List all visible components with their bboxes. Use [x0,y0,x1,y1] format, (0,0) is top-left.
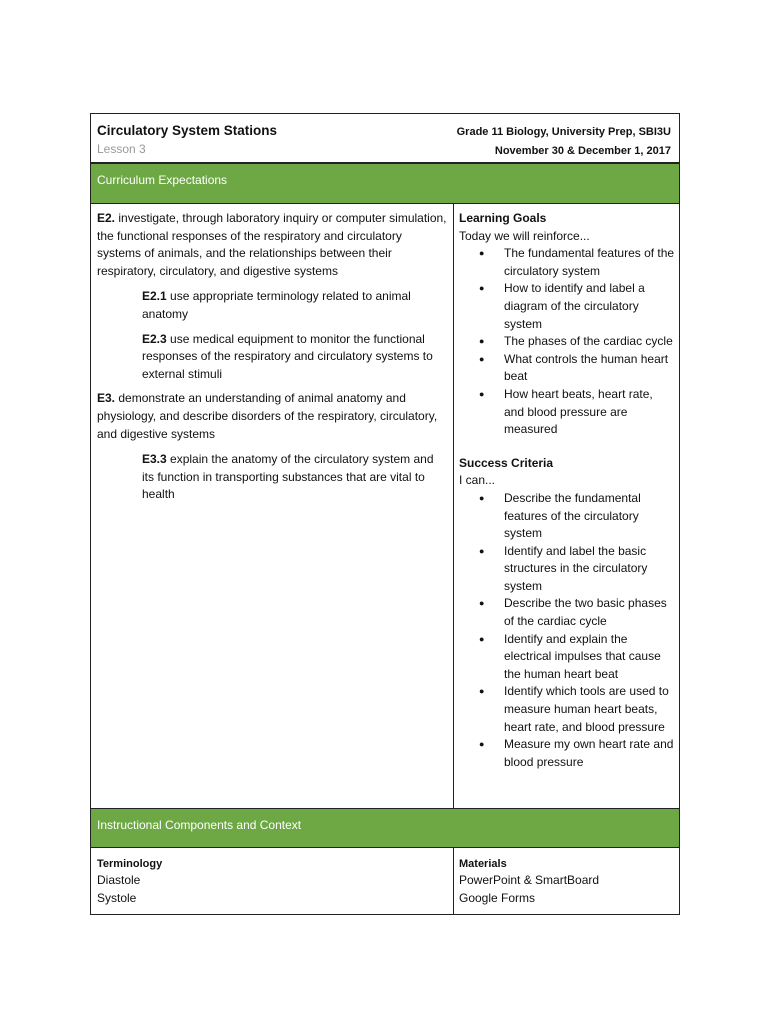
course-info: Grade 11 Biology, University Prep, SBI3U [456,126,671,138]
terminology-heading: Terminology [97,858,163,870]
bullet-icon: ● [479,492,485,503]
spacer [459,439,675,455]
bullet-icon: ● [479,686,485,697]
list-item [459,631,675,684]
success-criteria-intro: I can... [459,473,496,488]
bullet-icon: ● [479,598,485,609]
list-item [459,543,675,596]
expectation-text: explain the anatomy of the circulatory system and its function in transporting substances that are vital to health [142,452,434,502]
bullet-icon: ● [479,545,485,556]
bullet-icon: ● [479,388,485,399]
list-item-text: The phases of the cardiac cycle [504,334,673,349]
expectation-text: use appropriate terminology related to animal anatomy [142,289,411,321]
expectation-code: E2.1 [142,289,167,304]
expectations-row [91,204,679,808]
list-item-text: Identify and explain the electrical impulses that cause the human heart beat [504,631,661,681]
bullet-icon: ● [479,336,485,347]
bullet-icon: ● [479,283,485,294]
list-item [459,595,675,630]
list-item-text: Describe the two basic phases of the cardiac cycle [504,596,667,629]
list-item [459,490,675,543]
lesson-plan-document [90,113,680,915]
expectation-code: E3.3 [142,452,167,467]
list-item-text: Identify which tools are used to measure human heart beats, heart rate, and blood pressure [504,684,669,734]
list-item [459,386,675,439]
materials-heading: Materials [459,858,507,870]
materials-item: Google Forms [459,890,536,905]
terminology-item: Systole [97,890,137,905]
list-item-text: The fundamental features of the circulatory system [504,246,675,278]
learning-goals-list [459,245,675,439]
expectation-e2-3 [142,331,447,384]
success-criteria-list [459,490,675,772]
curriculum-expectations-banner: Curriculum Expectations [91,164,679,204]
expectation-code: E3. [97,391,116,406]
header-left [97,122,277,162]
expectation-text: use medical equipment to monitor the functional responses of the respiratory and circulatory systems to external stimuli [142,331,433,381]
lesson-header [91,114,679,164]
expectation-e3-3 [142,451,447,504]
expectations-column [91,204,454,808]
list-item [459,245,675,280]
bullet-icon: ● [479,248,485,259]
expectation-text: investigate, through laboratory inquiry or computer simulation, the functional responses of the respiratory and circulatory systems of animals, and the relationships between their respiratory, circulatory, and digestive systems [97,211,447,278]
list-item-text: Identify and label the basic structures in the circulatory system [504,543,648,593]
list-item [459,280,675,333]
list-item-text: What controls the human heart beat [504,351,669,384]
list-item [459,351,675,386]
bullet-icon: ● [479,353,485,364]
expectation-e2 [97,210,447,280]
expectation-e3 [97,390,447,443]
list-item-text: Measure my own heart rate and blood pressure [504,737,674,769]
expectation-code: E2. [97,211,116,225]
learning-goals-intro: Today we will reinforce... [459,228,590,243]
list-item-text: How heart beats, heart rate, and blood pressure are measured [504,386,653,437]
list-item [459,683,675,736]
lesson-number: Lesson 3 [97,142,146,156]
learning-goals-heading: Learning Goals [459,211,547,225]
bullet-icon: ● [479,739,485,750]
terminology-column [91,848,454,914]
expectation-e2-1 [142,288,447,323]
expectation-text: demonstrate an understanding of animal anatomy and physiology, and describe disorders of the respiratory, circulatory, and digestive systems [97,391,438,441]
list-item [459,333,675,351]
list-item-text: Describe the fundamental features of the circulatory system [504,490,641,541]
lesson-dates: November 30 & December 1, 2017 [494,145,671,157]
goals-column [454,204,679,808]
terminology-item: Diastole [97,873,141,887]
components-row [91,848,679,914]
list-item [459,736,675,771]
lesson-title: Circulatory System Stations [97,123,278,138]
materials-item: PowerPoint & SmartBoard [459,873,600,887]
materials-column [454,848,679,914]
list-item-text: How to identify and label a diagram of the circulatory system [504,281,645,331]
instructional-components-banner: Instructional Components and Context [91,808,679,848]
bullet-icon: ● [479,633,485,644]
success-criteria-heading: Success Criteria [459,455,554,470]
expectation-code: E2.3 [142,331,167,346]
header-right [457,123,671,162]
